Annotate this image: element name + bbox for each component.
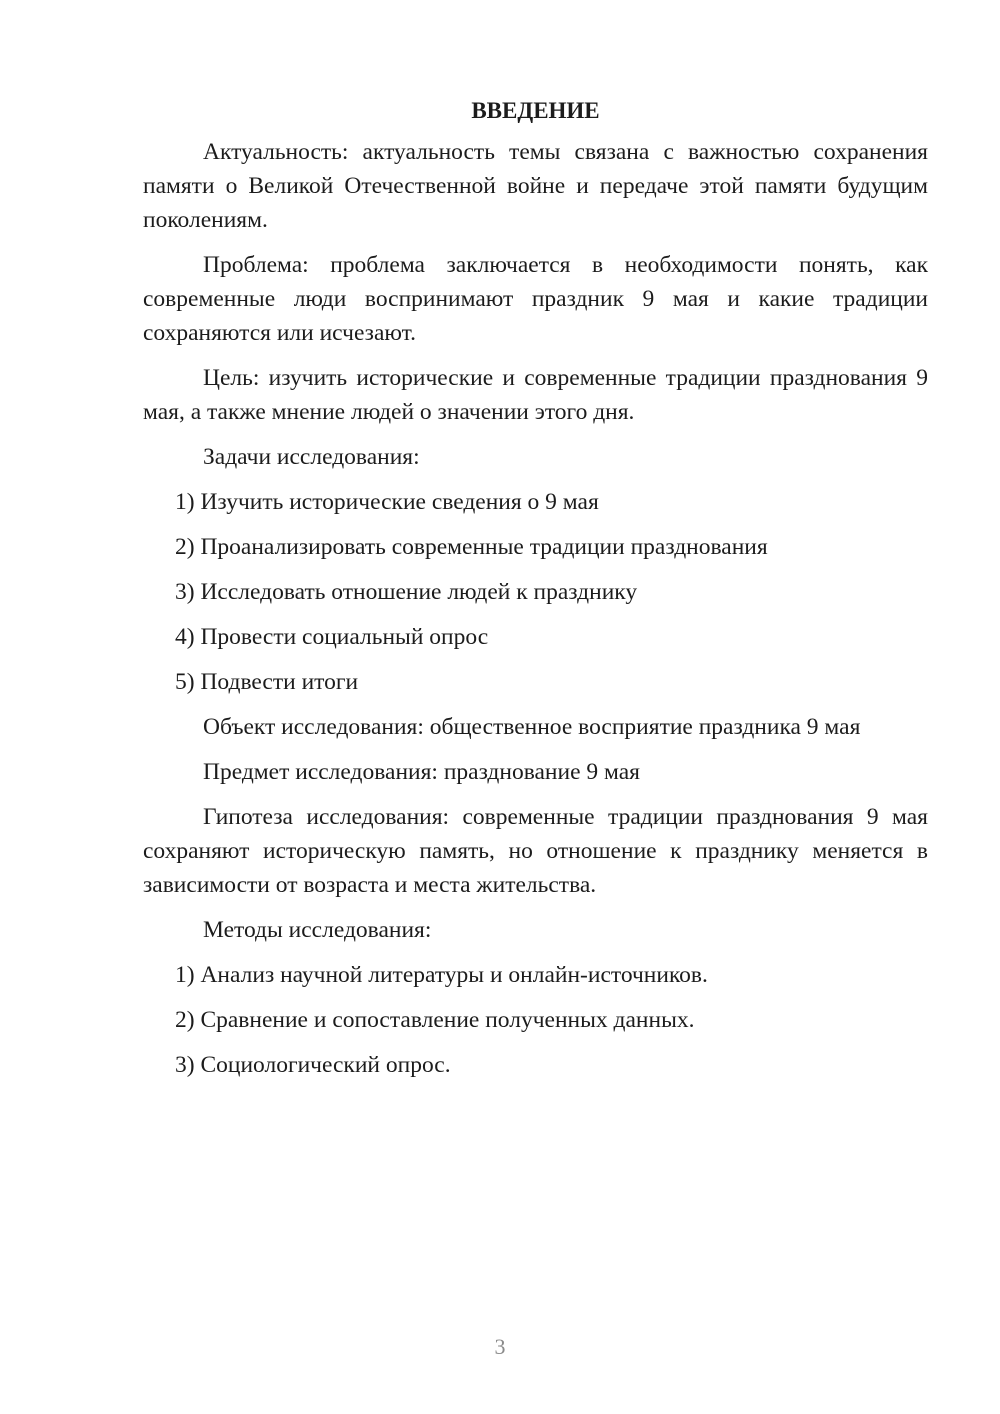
goal-paragraph: Цель: изучить исторические и современные традиции празднования 9 мая, а также мнение людей о значении этого дня. — [143, 365, 928, 425]
tasks-title: Задачи исследования: — [203, 444, 420, 470]
task-item-3: 3) Исследовать отношение людей к празднику — [175, 579, 638, 605]
task-item-2: 2) Проанализировать современные традиции празднования — [175, 534, 768, 560]
document-page — [143, 96, 928, 1093]
methods-title: Методы исследования: — [203, 917, 432, 943]
hypothesis-paragraph: Гипотеза исследования: современные традиции празднования 9 мая сохраняют историческую память, но отношение к празднику меняется в зависимости от возраста и места жительства. — [143, 804, 928, 898]
research-object: Объект исследования: общественное восприятие праздника 9 мая — [203, 714, 861, 740]
method-item-1: 1) Анализ научной литературы и онлайн-источников. — [175, 962, 708, 988]
section-heading: ВВЕДЕНИЕ — [471, 98, 600, 123]
relevance-paragraph: Актуальность: актуальность темы связана с важностью сохранения памяти о Великой Отечественной войне и передаче этой памяти будущим поколениям. — [143, 139, 928, 233]
method-item-2: 2) Сравнение и сопоставление полученных данных. — [175, 1007, 695, 1033]
problem-paragraph: Проблема: проблема заключается в необходимости понять, как современные люди воспринимают праздник 9 мая и какие традиции сохраняются или исчезают. — [143, 252, 928, 346]
task-item-5: 5) Подвести итоги — [175, 669, 359, 695]
task-item-4: 4) Провести социальный опрос — [175, 624, 489, 650]
method-item-3: 3) Социологический опрос. — [175, 1052, 451, 1078]
page-number: 3 — [494, 1334, 506, 1359]
task-item-1: 1) Изучить исторические сведения о 9 мая — [175, 489, 599, 515]
research-subject: Предмет исследования: празднование 9 мая — [203, 759, 640, 785]
